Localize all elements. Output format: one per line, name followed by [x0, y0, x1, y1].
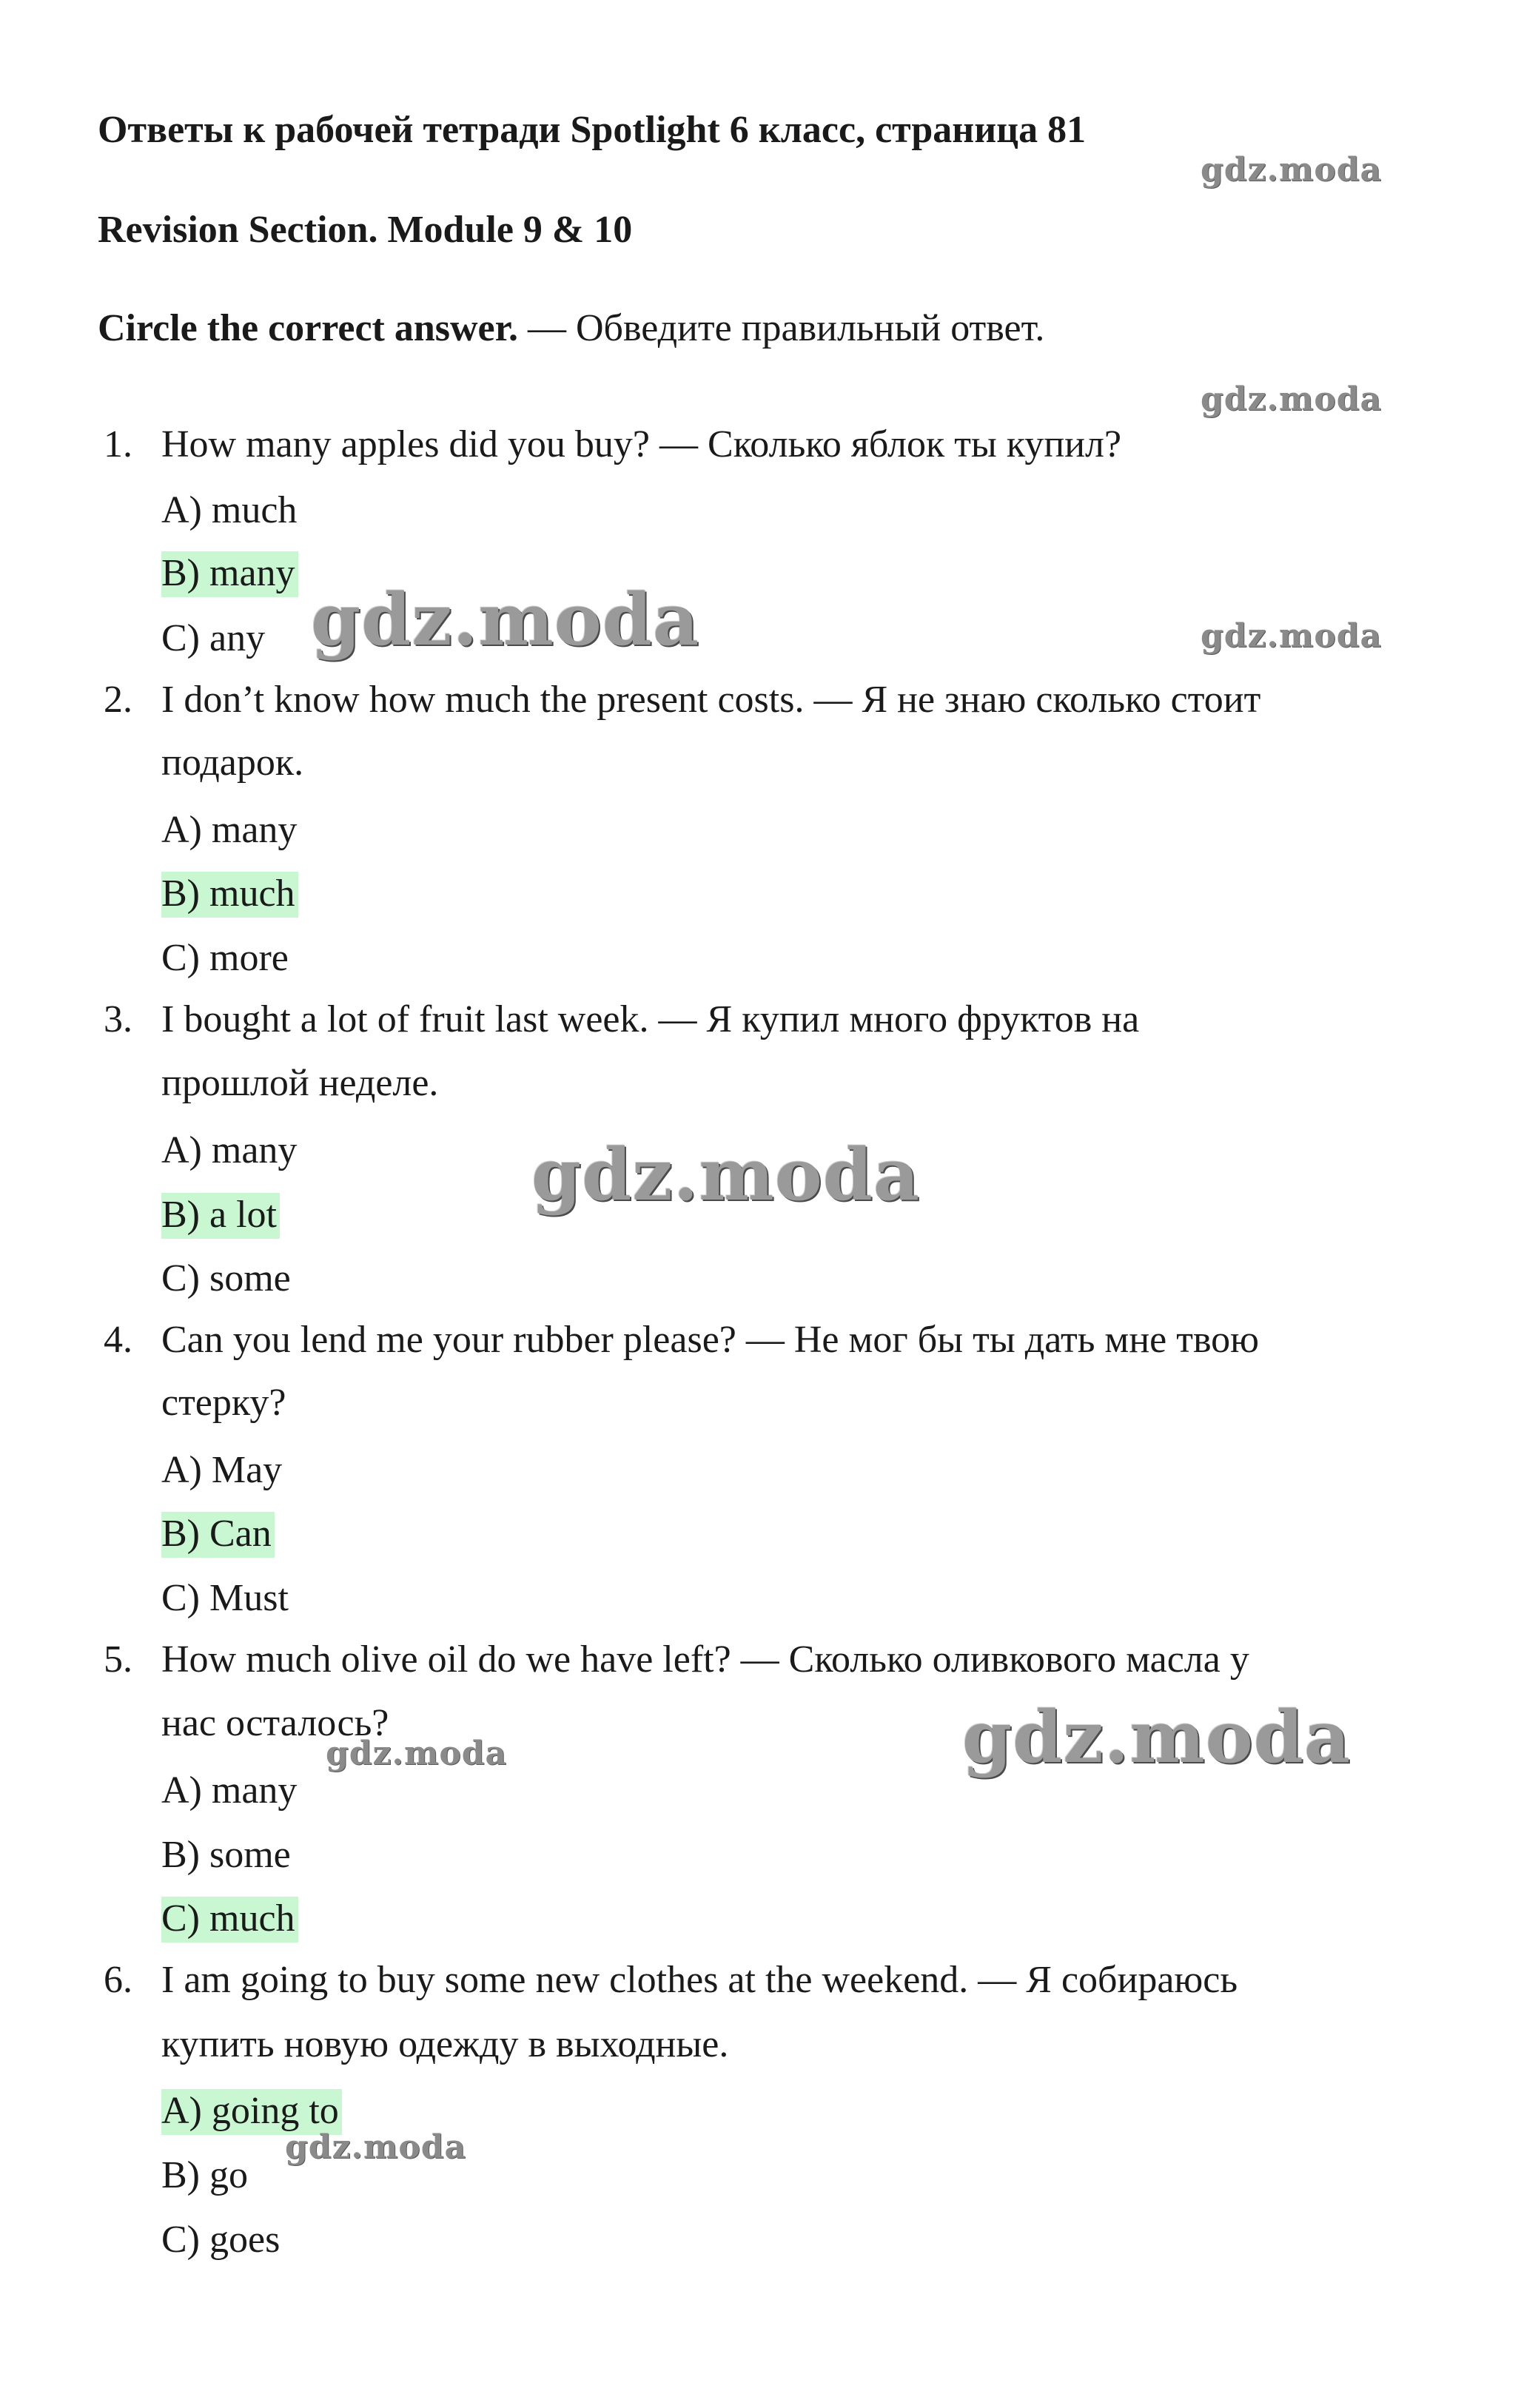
question-2-text-line-2: подарок. [161, 741, 304, 784]
question-5-option-a[interactable]: A) many [161, 1769, 298, 1812]
page-title: Ответы к рабочей тетради Spotlight 6 класс, страница 81 [98, 109, 1087, 151]
question-1-option-a[interactable]: A) much [161, 489, 298, 531]
question-3-option-b[interactable]: B) a lot [161, 1193, 280, 1239]
instruction-translation: — Обведите правильный ответ. [517, 307, 1045, 349]
watermark-logo: gdz.moda [531, 1133, 921, 1217]
watermark-logo: gdz.moda [1201, 151, 1383, 189]
instruction-bold: Circle the correct answer. [98, 307, 518, 349]
question-1-option-b[interactable]: B) many [161, 551, 298, 597]
question-6-option-c[interactable]: C) goes [161, 2219, 281, 2261]
watermark-logo: gdz.moda [285, 2128, 467, 2166]
question-4-text-line-2: стерку? [161, 1382, 286, 1424]
question-6-text-line-1: I am going to buy some new clothes at the weekend. — Я собираюсь [161, 1959, 1238, 2001]
question-2-text-line-1: I don’t know how much the present costs. — Я не знаю сколько стоит [161, 679, 1261, 721]
question-5-text-line-1: How much olive oil do we have left? — Сколько оливкового масла у [161, 1638, 1249, 1681]
question-2-option-b[interactable]: B) much [161, 872, 298, 918]
question-3-option-c[interactable]: C) some [161, 1257, 291, 1299]
section-subtitle: Revision Section. Module 9 & 10 [98, 209, 633, 251]
question-3-option-a[interactable]: A) many [161, 1129, 298, 1171]
question-3-text-line-2: прошлой неделе. [161, 1062, 439, 1104]
question-5-option-c[interactable]: C) much [161, 1897, 298, 1943]
watermark-logo: gdz.moda [326, 1735, 508, 1772]
question-5-number: 5. [104, 1638, 132, 1681]
question-1-option-c[interactable]: C) any [161, 617, 266, 659]
question-6-option-a[interactable]: A) going to [161, 2089, 342, 2135]
watermark-logo: gdz.moda [1201, 617, 1383, 655]
question-1-number: 1. [104, 423, 132, 465]
question-2-option-a[interactable]: A) many [161, 809, 298, 851]
watermark-logo: gdz.moda [1201, 380, 1383, 418]
question-6-text-line-2: купить новую одежду в выходные. [161, 2023, 729, 2065]
question-5-option-b[interactable]: B) some [161, 1834, 291, 1876]
instruction [98, 309, 1044, 348]
question-4-text-line-1: Can you lend me your rubber please? — Не мог бы ты дать мне твою [161, 1319, 1259, 1361]
question-4-option-c[interactable]: C) Must [161, 1577, 289, 1619]
watermark-logo: gdz.moda [962, 1695, 1352, 1779]
question-6-number: 6. [104, 1959, 132, 2001]
question-3-number: 3. [104, 998, 132, 1040]
question-1-text: How many apples did you buy? — Сколько яблок ты купил? [161, 423, 1122, 465]
question-4-option-b[interactable]: B) Can [161, 1512, 275, 1558]
question-3-text-line-1: I bought a lot of fruit last week. — Я купил много фруктов на [161, 998, 1140, 1040]
question-5-text-line-2: нас осталось? [161, 1702, 389, 1744]
question-6-option-b[interactable]: B) go [161, 2154, 248, 2196]
question-4-option-a[interactable]: A) May [161, 1449, 283, 1491]
question-2-option-c[interactable]: C) more [161, 937, 289, 979]
watermark-logo: gdz.moda [311, 578, 700, 662]
question-2-number: 2. [104, 679, 132, 721]
question-4-number: 4. [104, 1319, 132, 1361]
